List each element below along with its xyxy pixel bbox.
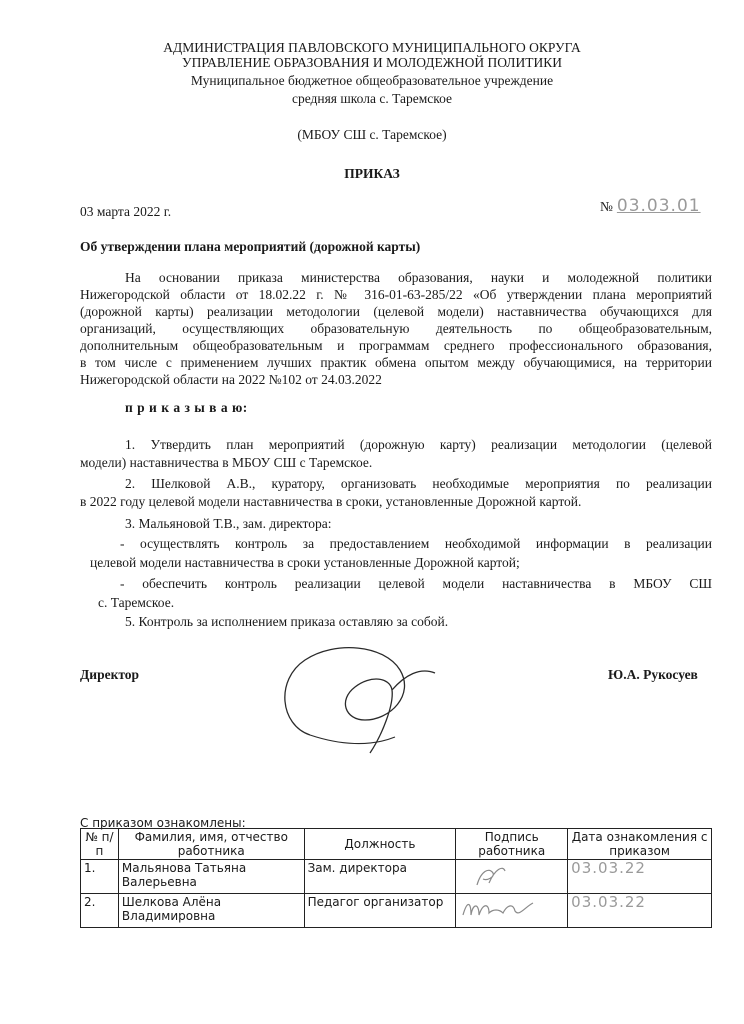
- signer-name: Ю.А. Рукосуев: [608, 667, 698, 682]
- ack-caption: С приказом ознакомлены:: [80, 816, 246, 830]
- col-header-position: Должность: [304, 829, 456, 860]
- preamble-line-5: дополнительным общеобразовательным и программам среднего профессионального образования,: [80, 338, 712, 353]
- item-2-line-1: 2. Шелковой А.В., куратору, организовать необходимые мероприятия по реализации: [125, 476, 712, 491]
- school-name-line1: Муниципальное бюджетное общеобразовательное учреждение: [190, 73, 554, 88]
- row-name: Шелкова Алёна Владимировна: [118, 894, 304, 928]
- col-header-signature: Подпись работника: [456, 829, 568, 860]
- item-1-line-2: модели) наставничества в МБОУ СШ с Таремское.: [80, 455, 373, 470]
- row-name: Мальянова Татьяна Валерьевна: [118, 860, 304, 894]
- signature-mark: [459, 895, 539, 923]
- item-5: 5. Контроль за исполнением приказа оставляю за собой.: [125, 614, 449, 629]
- signature-mark: [459, 861, 519, 889]
- preamble-line-4: организаций, осуществляющих образовательную деятельность по общеобразовательным,: [80, 321, 712, 336]
- preamble-line-6: в том числе с применением лучших практик обмена опытом между обучающимися, на территории: [80, 355, 712, 370]
- col-header-name: Фамилия, имя, отчество работника: [118, 829, 304, 860]
- row-position: Педагог организатор: [304, 894, 456, 928]
- ack-header-row: [81, 829, 712, 860]
- preamble-line-7: Нижегородской области на 2022 №102 от 24.03.2022: [80, 372, 382, 387]
- preamble-line-1: На основании приказа министерства образования, науки и молодежной политики: [125, 270, 712, 285]
- order-word: п р и к а з ы в а ю:: [125, 400, 248, 415]
- preamble-line-3: (дорожной карты) реализации методологии (целевой модели) наставничества обучающихся для: [80, 304, 712, 319]
- row-position: Зам. директора: [304, 860, 456, 894]
- ack-table: [80, 828, 712, 928]
- row-num: 2.: [81, 894, 119, 928]
- item-2-line-2: в 2022 году целевой модели наставничества в сроки, установленные Дорожной картой.: [80, 494, 582, 509]
- number-handwritten: 03.03.01: [616, 196, 701, 216]
- col-header-num: № п/п: [81, 829, 119, 860]
- item-3-line-1: 3. Мальяновой Т.В., зам. директора:: [125, 516, 332, 531]
- row-num: 1.: [81, 860, 119, 894]
- document-number: [600, 196, 701, 216]
- item-1-line-1: 1. Утвердить план мероприятий (дорожную карту) реализации методологии (целевой: [125, 437, 712, 452]
- org-name-line2: УПРАВЛЕНИЕ ОБРАЗОВАНИЯ И МОЛОДЕЖНОЙ ПОЛИТИКИ: [182, 55, 562, 70]
- col-header-date: Дата ознакомления с приказом: [568, 829, 712, 860]
- row-signature: [456, 860, 568, 894]
- row-date-value: 03.03.22: [571, 893, 646, 911]
- item-3-bullet-2-line-2: с. Таремское.: [98, 595, 175, 610]
- number-label: №: [600, 199, 613, 214]
- preamble-line-2: Нижегородской области от 18.02.22 г. № 316-01-63-285/22 «Об утверждении плана мероприятий: [80, 287, 712, 302]
- table-row: [81, 860, 712, 894]
- director-signature: [270, 625, 470, 765]
- org-name-line1: АДМИНИСТРАЦИЯ ПАВЛОВСКОГО МУНИЦИПАЛЬНОГО ОКРУГА: [163, 40, 581, 55]
- document-subject: Об утверждении плана мероприятий (дорожной карты): [80, 239, 421, 254]
- document-date: 03 марта 2022 г.: [80, 204, 172, 219]
- signer-position: Директор: [80, 667, 140, 682]
- item-3-bullet-2-line-1: - обеспечить контроль реализации целевой модели наставничества в МБОУ СШ: [120, 576, 712, 591]
- item-3-bullet-1-line-2: целевой модели наставничества в сроки установленные Дорожной картой;: [90, 555, 520, 570]
- row-signature: [456, 894, 568, 928]
- document-type: ПРИКАЗ: [344, 166, 400, 181]
- row-date: [568, 860, 712, 894]
- school-name-line2: средняя школа с. Таремское: [291, 91, 453, 106]
- row-date: [568, 894, 712, 928]
- table-row: [81, 894, 712, 928]
- item-3-bullet-1-line-1: - осуществлять контроль за предоставлением необходимой информации в реализации: [120, 536, 712, 551]
- school-short-name: (МБОУ СШ с. Таремское): [297, 127, 447, 142]
- row-date-value: 03.03.22: [571, 859, 646, 877]
